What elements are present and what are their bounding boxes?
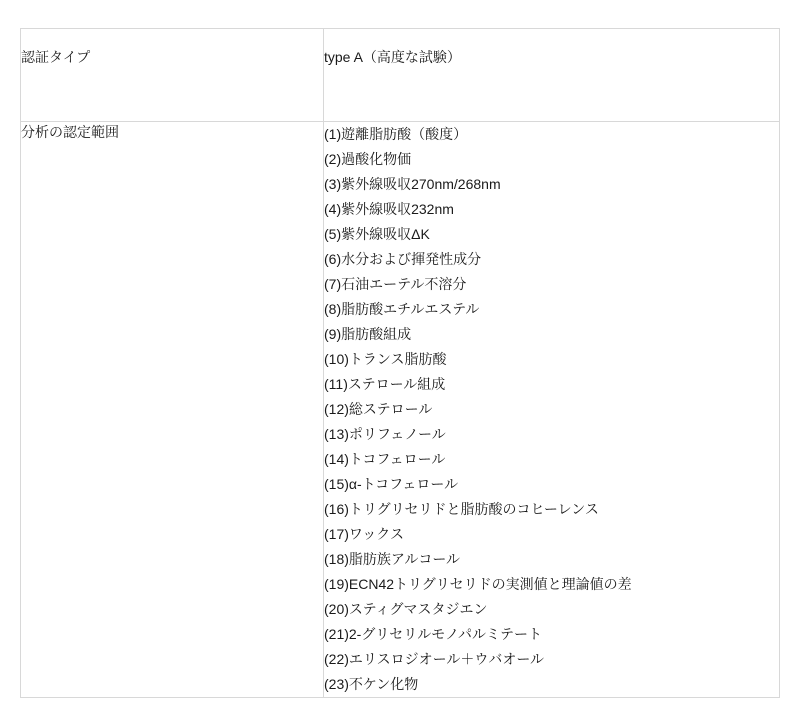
list-item: (8)脂肪酸エチルエステル [324,301,480,317]
list-item: (4)紫外線吸収232nm [324,201,454,217]
list-item: (15)α-トコフェロール [324,476,459,492]
list-item: (6)水分および揮発性成分 [324,251,482,267]
list-item: (5)紫外線吸収ΔK [324,226,430,242]
table-row [21,122,780,698]
table-body [21,29,780,698]
certification-spec-table [20,28,780,698]
list-item: (19)ECN42トリグリセリドの実測値と理論値の差 [324,576,632,592]
analysis-item-list [324,122,779,697]
list-item: (21)2-グリセリルモノパルミテート [324,626,542,642]
list-item: (17)ワックス [324,526,405,542]
list-item: (3)紫外線吸収270nm/268nm [324,176,501,192]
row-value-analysis-scope [324,122,780,698]
list-item: (11)ステロール組成 [324,376,446,392]
row-label-analysis-scope: 分析の認定範囲 [21,122,324,698]
list-item: (14)トコフェロール [324,451,446,467]
list-item: (7)石油エーテル不溶分 [324,276,467,292]
list-item: (20)スティグマスタジエン [324,601,488,617]
row-label-certification-type: 認証タイプ [21,29,324,122]
list-item: (2)過酸化物価 [324,151,412,167]
list-item: (18)脂肪族アルコール [324,551,461,567]
list-item: (12)総ステロール [324,401,433,417]
table-row [21,29,780,122]
list-item: (23)不ケン化物 [324,676,419,692]
row-value-certification-type: type A（高度な試験） [324,29,780,122]
list-item: (16)トリグリセリドと脂肪酸のコヒーレンス [324,501,599,517]
list-item: (1)遊離脂肪酸（酸度） [324,126,468,142]
list-item: (13)ポリフェノール [324,426,446,442]
list-item: (22)エリスロジオール＋ウバオール [324,651,545,667]
list-item: (9)脂肪酸組成 [324,326,412,342]
list-item: (10)トランス脂肪酸 [324,351,447,367]
